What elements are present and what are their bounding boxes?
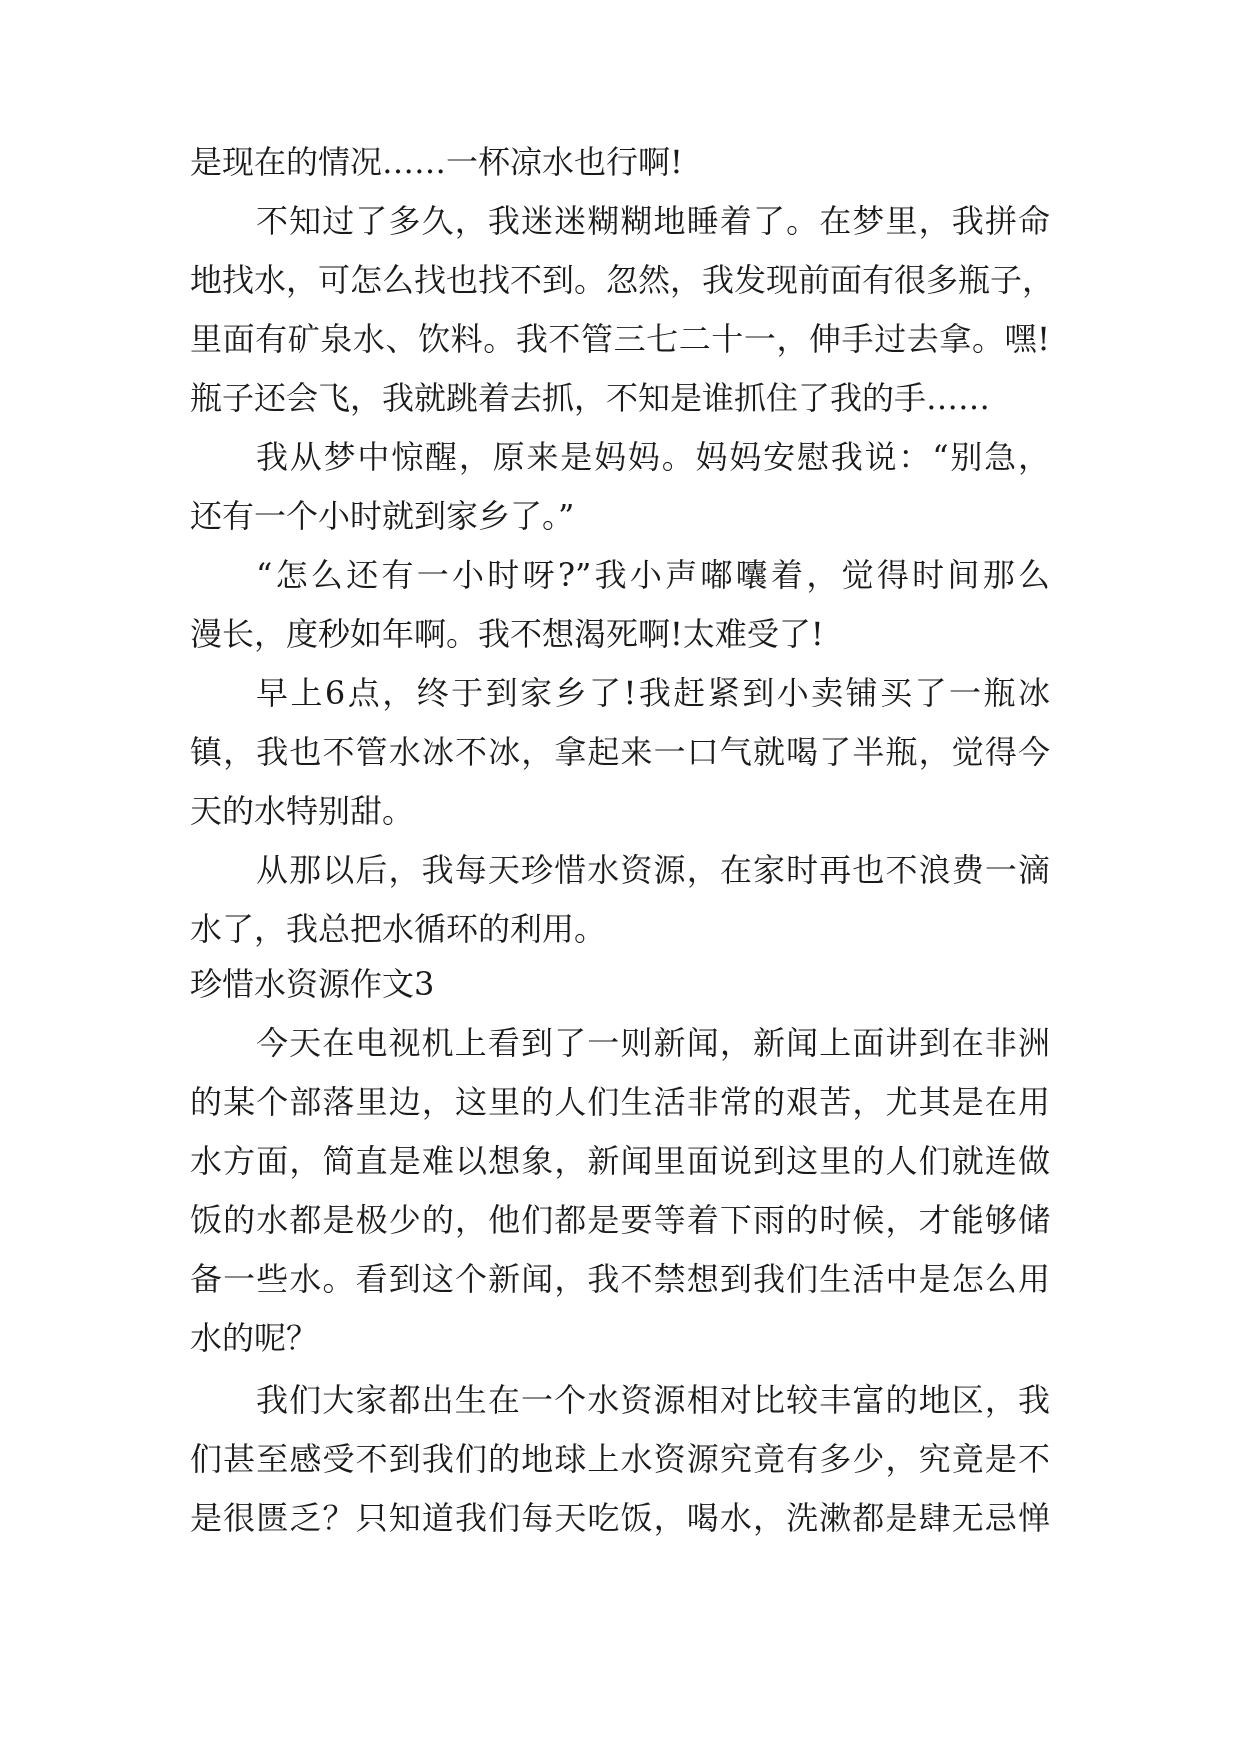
text-line: 从那以后，我每天珍惜水资源，在家时再也不浪费一滴 xyxy=(256,851,1050,889)
text-line: 地找水，可怎么找也找不到。忽然，我发现前面有很多瓶子， xyxy=(190,261,1055,299)
text-line: 漫长，度秒如年啊。我不想渴死啊!太难受了! xyxy=(190,615,824,653)
text-line: “怎么还有一小时呀?”我小声嘟囔着，觉得时间那么 xyxy=(256,556,1050,594)
text-line: 里面有矿泉水、饮料。我不管三七二十一，伸手过去拿。嘿! xyxy=(190,320,1050,358)
text-line: 们甚至感受不到我们的地球上水资源究竟有多少，究竟是不 xyxy=(190,1440,1050,1478)
text-line: 瓶子还会飞，我就跳着去抓，不知是谁抓住了我的手…… xyxy=(190,379,991,417)
section-heading: 珍惜水资源作文3 xyxy=(190,965,435,1003)
text-line: 天的水特别甜。 xyxy=(190,792,415,830)
text-line: 水方面，简直是难以想象，新闻里面说到这里的人们就连做 xyxy=(190,1142,1050,1180)
text-line: 是现在的情况……一杯凉水也行啊! xyxy=(190,143,683,181)
text-line: 我们大家都出生在一个水资源相对比较丰富的地区，我 xyxy=(256,1381,1050,1419)
text-line: 的某个部落里边，这里的人们生活非常的艰苦，尤其是在用 xyxy=(190,1083,1050,1121)
text-line: 今天在电视机上看到了一则新闻，新闻上面讲到在非洲 xyxy=(256,1024,1050,1062)
text-line: 备一些水。看到这个新闻，我不禁想到我们生活中是怎么用 xyxy=(190,1260,1050,1298)
text-line: 不知过了多久，我迷迷糊糊地睡着了。在梦里，我拼命 xyxy=(256,202,1050,240)
text-line: 我从梦中惊醒，原来是妈妈。妈妈安慰我说：“别急， xyxy=(256,438,1050,476)
text-line: 饭的水都是极少的，他们都是要等着下雨的时候，才能够储 xyxy=(190,1201,1050,1239)
text-line: 水的呢？ xyxy=(190,1319,319,1357)
text-line: 早上6点，终于到家乡了!我赶紧到小卖铺买了一瓶冰 xyxy=(256,674,1050,712)
text-line: 还有一个小时就到家乡了。” xyxy=(190,497,575,535)
text-line: 镇，我也不管水冰不冰，拿起来一口气就喝了半瓶，觉得今 xyxy=(190,733,1050,771)
text-line: 水了，我总把水循环的利用。 xyxy=(190,910,607,948)
text-line: 是很匮乏？只知道我们每天吃饭，喝水，洗漱都是肆无忌惮 xyxy=(190,1499,1050,1537)
